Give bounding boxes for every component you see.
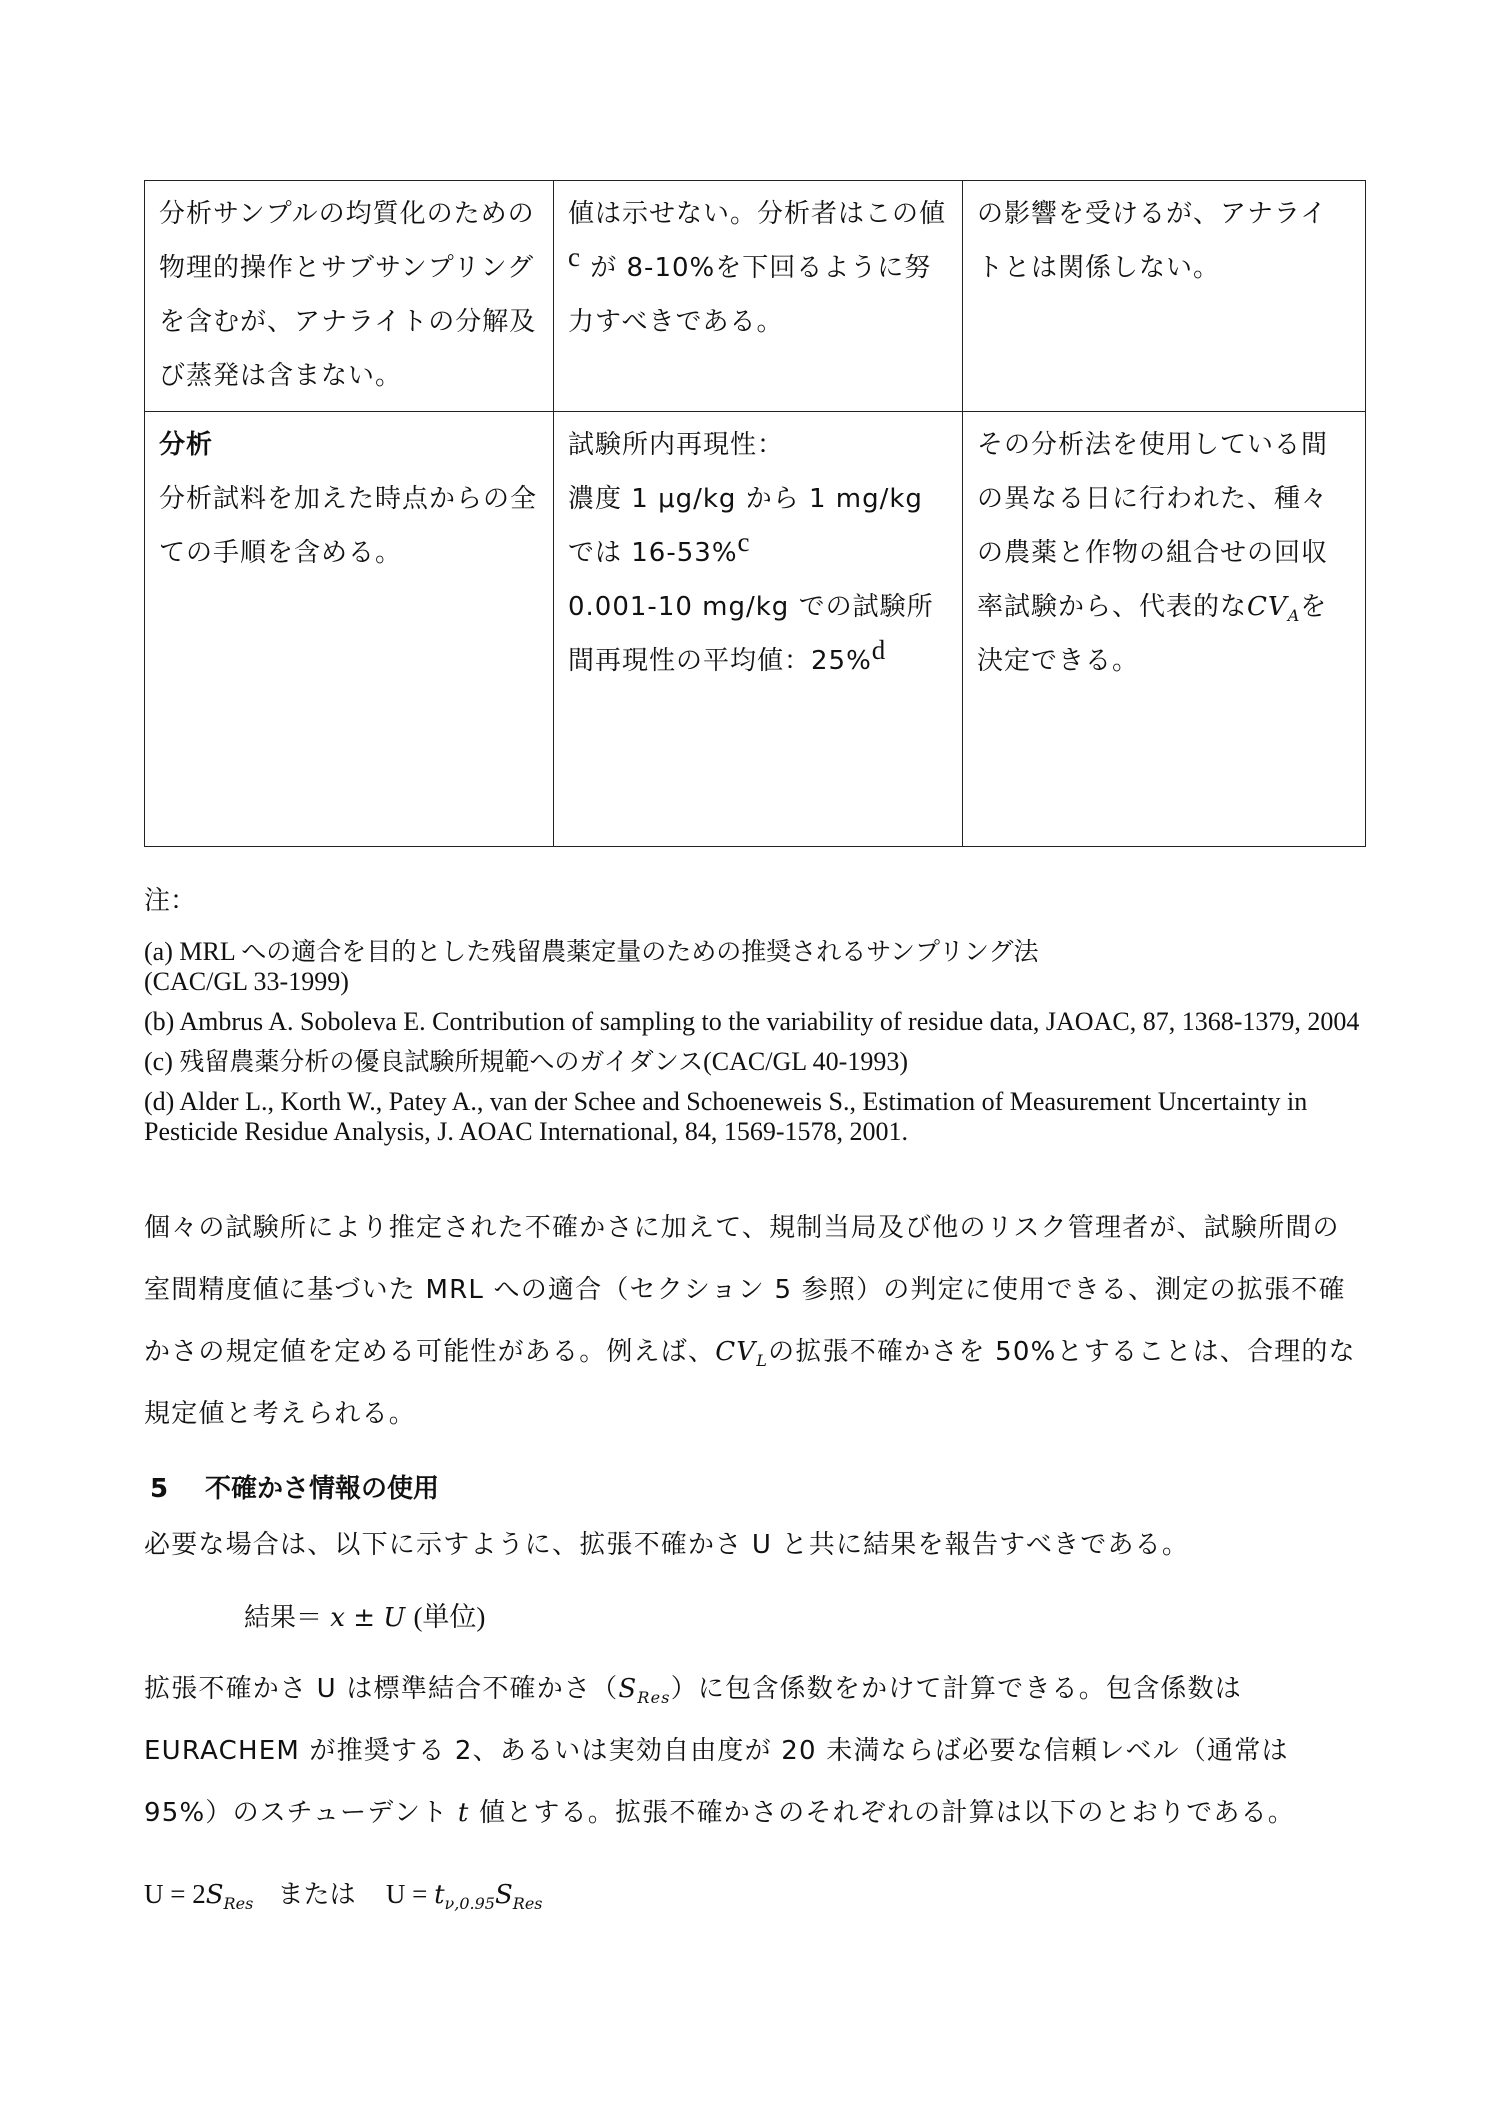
- row2-col3-text-a: その分析法を使用している間の異なる日に行われた、種々の農薬と作物の組合せの回収率試験から、代表的な: [977, 430, 1329, 622]
- formula-right-s: S: [494, 1880, 513, 1910]
- s-res-subscript: Res: [637, 1688, 671, 1707]
- result-formula: [244, 1589, 1366, 1646]
- row2-col3-text-b: を決定できる。: [977, 592, 1328, 676]
- section-number: 5: [150, 1474, 169, 1504]
- table-cell: [963, 181, 1366, 412]
- cv-a-subscript: A: [1287, 606, 1301, 625]
- section-heading: [144, 1461, 1366, 1517]
- note-c: [144, 1047, 1366, 1077]
- expanded-uncertainty-formulas: [144, 1866, 1366, 1923]
- formula-left: U = 2: [144, 1879, 206, 1909]
- section-title: 不確かさ情報の使用: [205, 1474, 440, 1504]
- table-cell: [963, 412, 1366, 847]
- paragraph-coverage-factor: [144, 1658, 1366, 1844]
- note-a: [144, 937, 1366, 997]
- row2-col2-line2: 濃度 1 μg/kg から 1 mg/kg では 16-53%: [568, 484, 923, 568]
- document-page: [144, 180, 1366, 1923]
- para2-text-b: ）に包含係数をかけて計算できる。包含係数は EURACHEM が推奨する 2、あるいは実効自由度が 20 未満ならば必要な信頼レベル（通常は 95%）のスチューデント: [144, 1674, 1289, 1828]
- formula-expression: x ± U: [330, 1603, 406, 1633]
- formula-left-sub: Res: [223, 1894, 254, 1913]
- formula-or: または: [277, 1880, 356, 1910]
- formula-unit: (単位): [413, 1602, 486, 1632]
- formula-right-sub: Res: [512, 1894, 543, 1913]
- row1-col2-text-b: が 8-10%を下回るように努力すべきである。: [568, 253, 932, 337]
- row1-col1-text: 分析サンプルの均質化のための物理的操作とサブサンプリングを含むが、アナライトの分解及び蒸発は含まない。: [159, 199, 537, 391]
- row2-col2-line3: 0.001-10 mg/kg での試験所間再現性の平均値：25%: [568, 592, 934, 676]
- row1-col2-text-a: 値は示せない。分析者はこの値: [568, 199, 947, 229]
- note-a-ref: (CAC/GL 33-1999): [144, 967, 349, 996]
- section-intro: 必要な場合は、以下に示すように、拡張不確かさ U と共に結果を報告すべきである。: [144, 1530, 1190, 1560]
- footnote-marker: c: [737, 527, 751, 557]
- formula-label: 結果＝: [244, 1603, 323, 1633]
- note-d: (d) Alder L., Korth W., Patey A., van der Schee and Schoeneweis S., Estimation of Measurement Uncertainty in Pesticide Residue Analysis, J. AOAC International, 84, 1569-1578, 2001.: [144, 1087, 1308, 1146]
- formula-right: U =: [385, 1879, 435, 1909]
- note-a-text: への適合を目的とした残留農薬定量のための推奨されるサンプリング法: [241, 937, 1039, 966]
- cv-l-subscript: L: [756, 1351, 769, 1370]
- paragraph1-text-a: 個々の試験所により推定された不確かさに加えて、規制当局及び他のリスク管理者が、試験所間の室間精度値に基づいた MRL への適合（セクション 5 参照）の判定に使用できる、測定の拡張不確かさの規定値を定める可能性がある。例えば、: [144, 1213, 1346, 1367]
- note-c-ref: (CAC/GL 40-1993): [703, 1047, 908, 1076]
- formula-left-s: S: [205, 1880, 224, 1910]
- para2-text-a: 拡張不確かさ U は標準結合不確かさ（: [144, 1674, 619, 1704]
- notes-section: [144, 873, 1366, 1147]
- note-a-label: (a) MRL: [144, 937, 235, 966]
- notes-heading: 注：: [144, 886, 197, 916]
- cv-a-symbol: CV: [1247, 592, 1288, 622]
- note-c-text: 残留農薬分析の優良試験所規範へのガイダンス: [179, 1047, 704, 1076]
- note-b: (b) Ambrus A. Soboleva E. Contribution of sampling to the variability of residue data, JAOAC, 87, 1368-1379, 2004: [144, 1007, 1360, 1036]
- table-cell: [145, 412, 554, 847]
- row2-col1-text: 分析試料を加えた時点からの全ての手順を含める。: [159, 484, 538, 568]
- paragraph-uncertainty-default: [144, 1197, 1366, 1445]
- table-cell: [554, 181, 963, 412]
- footnote-marker: d: [871, 635, 887, 665]
- table-row: [145, 181, 1366, 412]
- row2-col2-line1: 試験所内再現性：: [568, 430, 785, 460]
- formula-right-t: t: [434, 1880, 445, 1910]
- s-res-symbol: S: [618, 1674, 638, 1704]
- note-c-label: (c): [144, 1047, 173, 1076]
- row2-heading: 分析: [159, 430, 214, 460]
- table-row: [145, 412, 1366, 847]
- para2-text-c: 値とする。拡張不確かさのそれぞれの計算は以下のとおりである。: [478, 1798, 1295, 1828]
- cv-l-symbol: CV: [715, 1337, 757, 1367]
- footnote-marker: c: [568, 242, 581, 272]
- table-cell: [145, 181, 554, 412]
- t-symbol: t: [457, 1798, 470, 1828]
- row1-col3-text: の影響を受けるが、アナライトとは関係しない。: [977, 199, 1328, 283]
- formula-right-t-sub: ν,0.95: [444, 1894, 495, 1913]
- uncertainty-table: [144, 180, 1366, 847]
- table-cell: [554, 412, 963, 847]
- paragraph1-text-b: の拡張不確かさを 50%とすることは、合理的な規定値と考えられる。: [144, 1337, 1356, 1429]
